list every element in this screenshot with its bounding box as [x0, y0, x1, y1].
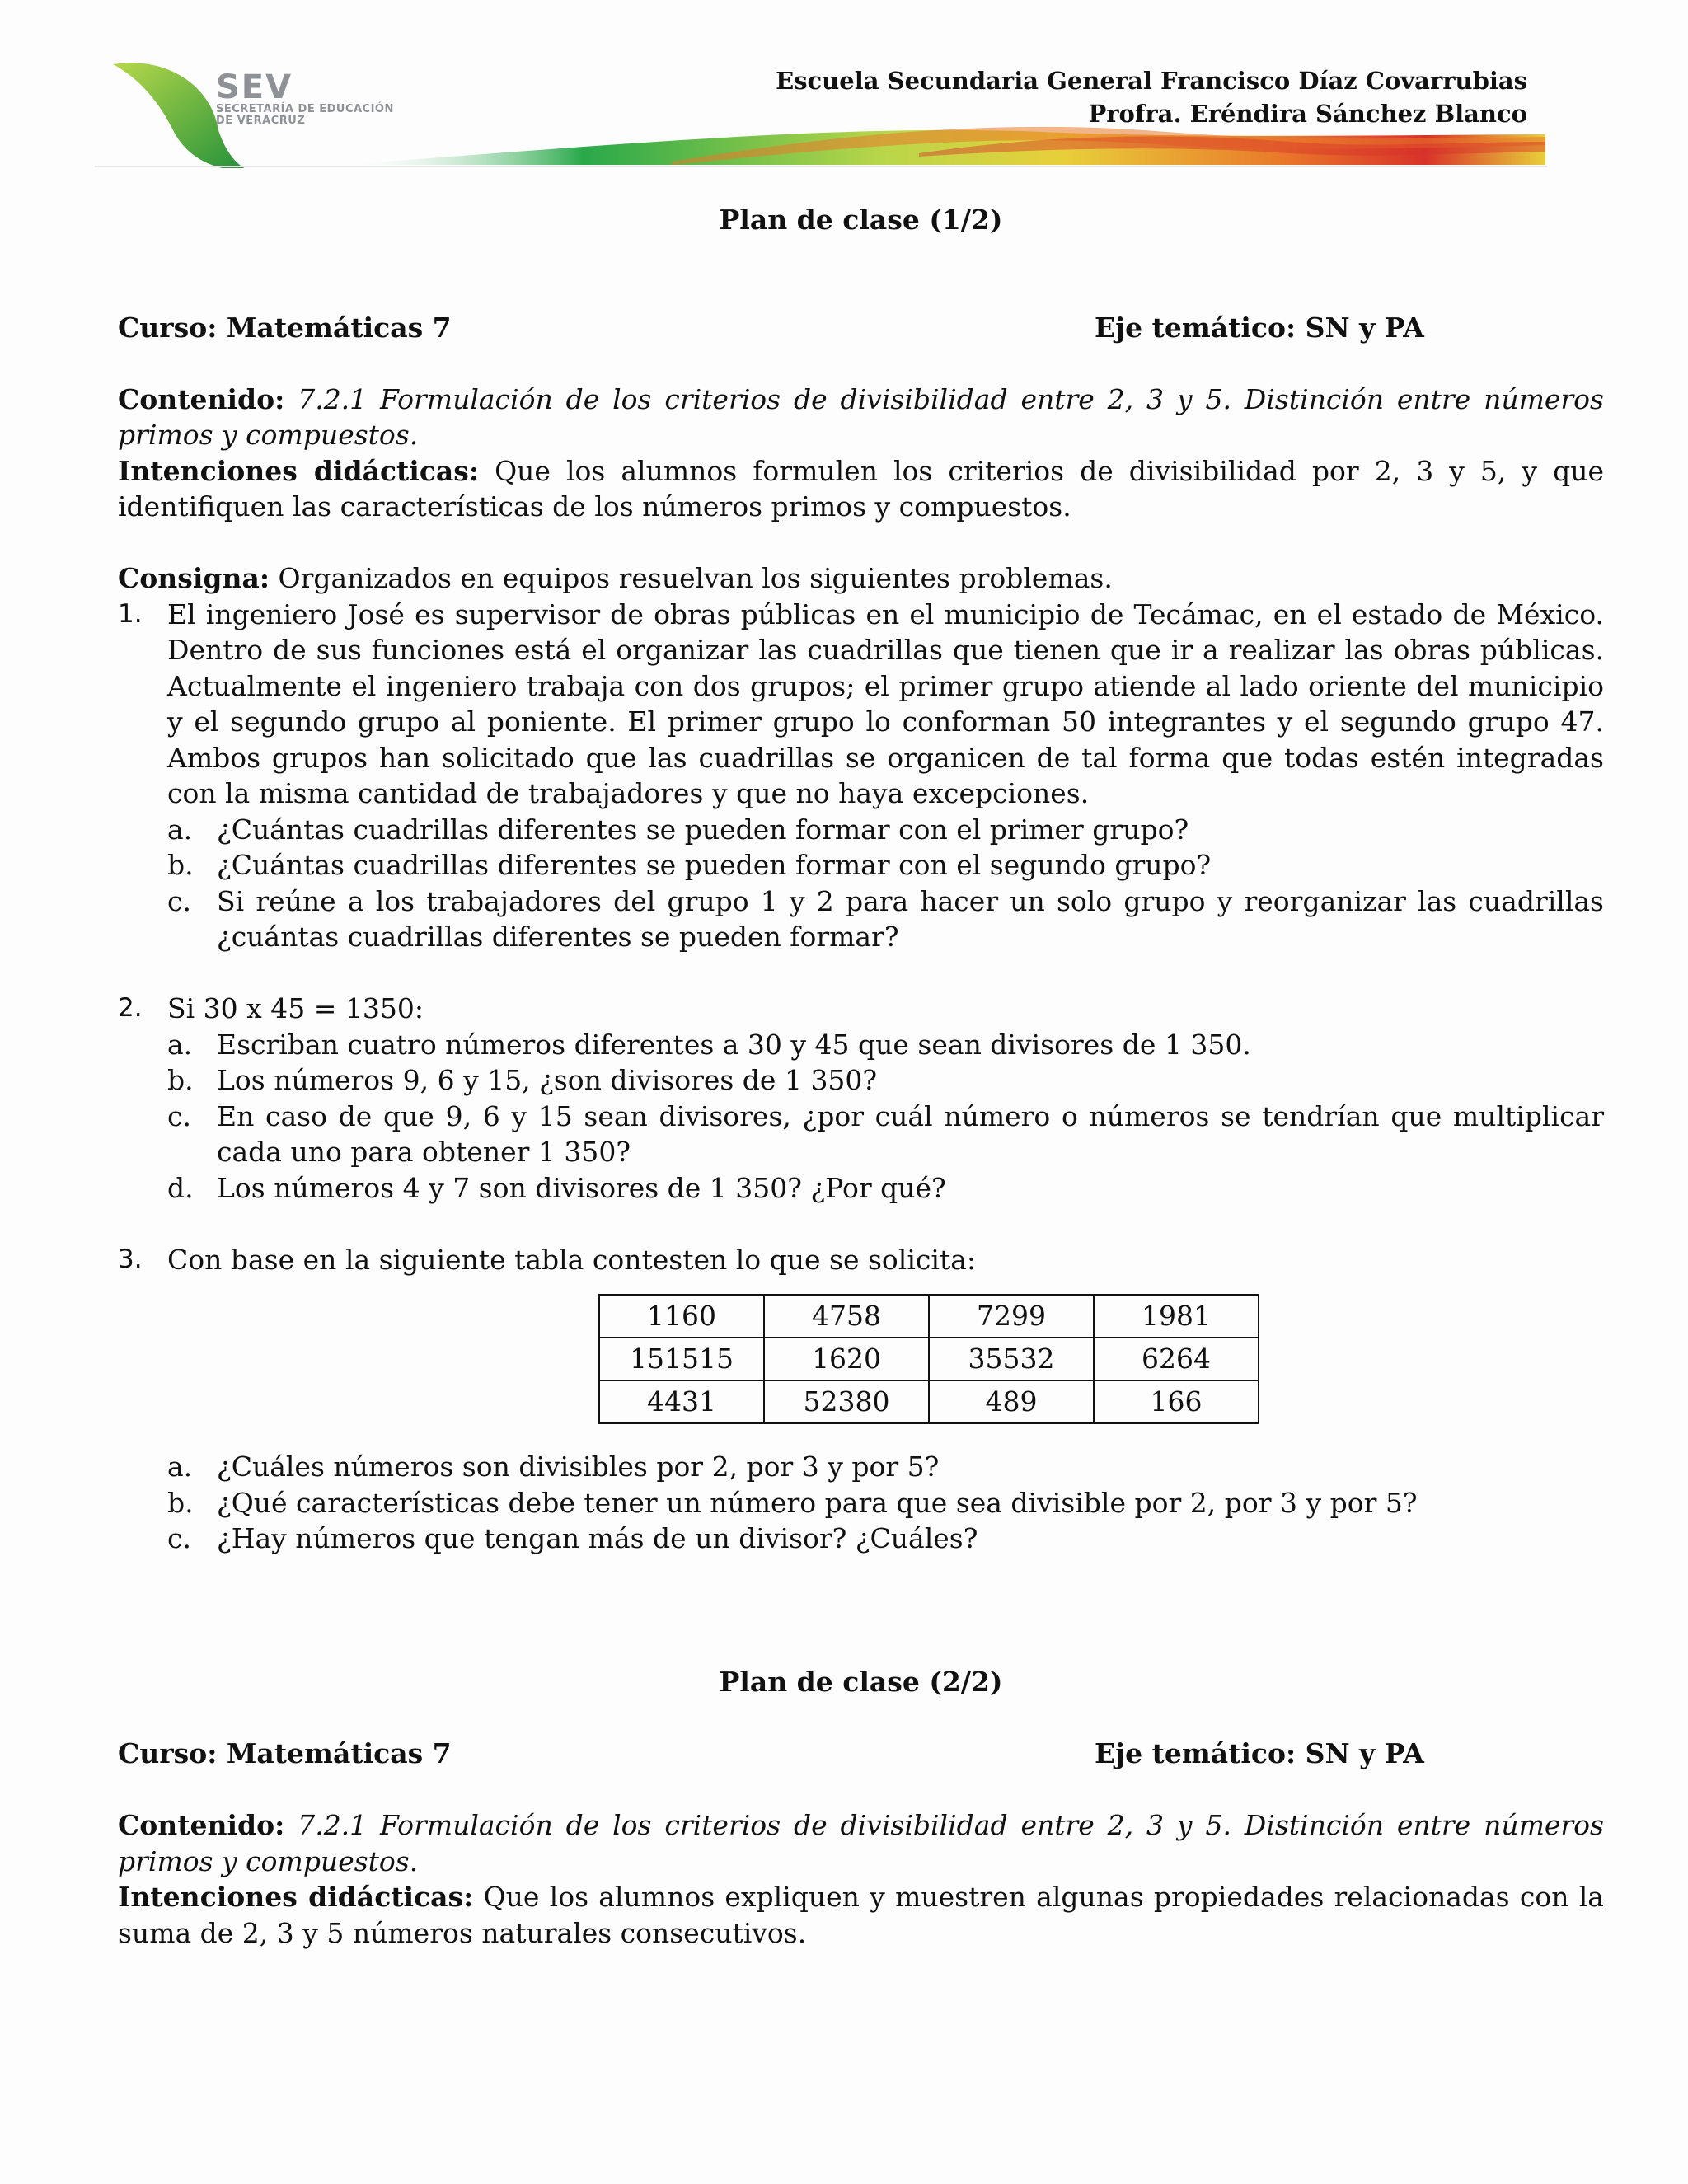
- sub-question-letter: c.: [167, 1522, 191, 1554]
- problem-text: Si 30 x 45 = 1350:: [167, 992, 424, 1024]
- teacher-name: Profra. Eréndira Sánchez Blanco: [1088, 100, 1527, 128]
- table-cell: 151515: [599, 1338, 764, 1380]
- plan1-course-row: [118, 310, 1604, 346]
- plan1-title: Plan de clase (1/2): [719, 204, 1003, 236]
- contenido-label: Contenido:: [118, 1809, 285, 1841]
- sub-question: [167, 1449, 1604, 1485]
- plan2-contenido: [118, 1807, 1604, 1879]
- table-row: [599, 1380, 1259, 1423]
- sub-question-text: Escriban cuatro números diferentes a 30 y 45 que sean divisores de 1 350.: [217, 1028, 1251, 1061]
- sub-question-letter: a.: [167, 1028, 193, 1061]
- consigna-label: Consigna:: [118, 562, 270, 594]
- sub-question-text: Si reúne a los trabajadores del grupo 1 y 2 para hacer un solo grupo y reorganizar las cuadrillas ¿cuántas cuadrillas diferentes se pueden formar?: [217, 884, 1604, 953]
- contenido-label: Contenido:: [118, 382, 285, 415]
- problem-text: El ingeniero José es supervisor de obras públicas en el municipio de Tecámac, en el estado de México. Dentro de sus funciones está el organizar las cuadrillas que tienen que ir a realizar las obras públicas. Actualmente el ingeniero trabaja con dos grupos; el primer grupo atiende al lado oriente del municipio y el segundo grupo al poniente. El primer grupo lo conforman 50 integrantes y el segundo grupo 47. Ambos grupos han solicitado que las cuadrillas se organicen de tal forma que todas estén integradas con la misma cantidad de trabajadores y que no haya excepciones.: [167, 598, 1604, 809]
- sub-question: [167, 1027, 1604, 1063]
- sub-question: [167, 1062, 1604, 1099]
- sub-question-letter: b.: [167, 1064, 194, 1096]
- sub-question: [167, 883, 1604, 955]
- intenciones-text: Que los alumnos formulen los criterios de divisibilidad por 2, 3 y 5, y que identifiquen las características de los números primos y compuestos.: [118, 454, 1604, 523]
- table-cell: 1981: [1094, 1295, 1259, 1338]
- table-cell: 1620: [764, 1338, 929, 1380]
- plan1-curso: Curso: Matemáticas 7: [118, 311, 452, 344]
- sub-question: [167, 1485, 1604, 1521]
- sub-question-text: Los números 4 y 7 son divisores de 1 350? ¿Por qué?: [217, 1171, 946, 1204]
- plan2-curso: Curso: Matemáticas 7: [118, 1737, 452, 1769]
- problem-number: 2.: [118, 993, 143, 1023]
- sub-question-letter: c.: [167, 1099, 191, 1132]
- sub-question-text: ¿Cuántas cuadrillas diferentes se pueden formar con el segundo grupo?: [217, 849, 1212, 881]
- sub-question-text: En caso de que 9, 6 y 15 sean divisores, ¿por cuál número o números se tendrían que multiplicar cada uno para obtener 1 350?: [217, 1099, 1604, 1168]
- consigna-text: Organizados en equipos resuelvan los siguientes problemas.: [278, 562, 1113, 594]
- sub-question-list: [167, 812, 1604, 955]
- plan2-intenciones: [118, 1879, 1604, 1951]
- logo-line-1: SECRETARÍA DE EDUCACIÓN: [216, 103, 394, 115]
- sub-question-letter: a.: [167, 813, 193, 846]
- problem-2: [118, 991, 1604, 1206]
- numbers-table: [598, 1294, 1259, 1424]
- sub-question-text: ¿Qué características debe tener un número para que sea divisible por 2, por 3 y por 5?: [217, 1486, 1418, 1519]
- sub-question-list: [167, 1027, 1604, 1207]
- problem-number: 3.: [118, 1244, 143, 1274]
- school-info: [776, 64, 1527, 130]
- sub-question: [167, 847, 1604, 883]
- contenido-text: 7.2.1 Formulación de los criterios de divisibilidad entre 2, 3 y 5. Distinción entre números primos y compuestos.: [118, 1809, 1604, 1877]
- logo-abbr: SEV: [216, 68, 293, 106]
- table-cell: 6264: [1094, 1338, 1259, 1380]
- plan1-eje: Eje temático: SN y PA: [1095, 311, 1424, 344]
- contenido-text: 7.2.1 Formulación de los criterios de divisibilidad entre 2, 3 y 5. Distinción entre números primos y compuestos.: [118, 382, 1604, 451]
- logo-line-2: DE VERACRUZ: [216, 115, 306, 127]
- sub-question-list-3: [167, 1449, 1604, 1557]
- sub-question-text: ¿Cuántas cuadrillas diferentes se pueden formar con el primer grupo?: [217, 813, 1189, 846]
- table-cell: 52380: [764, 1380, 929, 1423]
- problem-number: 1.: [118, 598, 143, 629]
- sub-question: [167, 812, 1604, 848]
- plan2-eje: Eje temático: SN y PA: [1095, 1737, 1424, 1769]
- sub-question-letter: b.: [167, 849, 194, 881]
- table-cell: 4758: [764, 1295, 929, 1338]
- table-cell: 4431: [599, 1380, 764, 1423]
- problem-1: [118, 597, 1604, 955]
- sub-question: [167, 1521, 1604, 1557]
- sub-question-letter: c.: [167, 884, 191, 917]
- intenciones-label: Intenciones didácticas:: [118, 454, 480, 487]
- table-row: [599, 1295, 1259, 1338]
- sub-question-text: ¿Cuáles números son divisibles por 2, por 3 y por 5?: [217, 1451, 940, 1483]
- plan1-contenido: [118, 382, 1604, 453]
- sub-question-letter: a.: [167, 1451, 193, 1483]
- sub-question-letter: d.: [167, 1171, 194, 1204]
- sub-question-text: Los números 9, 6 y 15, ¿son divisores de 1 350?: [217, 1064, 878, 1096]
- table-cell: 1160: [599, 1295, 764, 1338]
- intenciones-label: Intenciones didácticas:: [118, 1881, 474, 1913]
- table-cell: 489: [929, 1380, 1094, 1423]
- sub-question-text: ¿Hay números que tengan más de un divisor? ¿Cuáles?: [217, 1522, 978, 1554]
- table-row: [599, 1338, 1259, 1380]
- problem-3: [118, 1242, 1604, 1278]
- sev-logo: [216, 68, 394, 127]
- problem-text: Con base en la siguiente tabla contesten lo que se solicita:: [167, 1243, 976, 1276]
- document-body: [118, 202, 1604, 1951]
- table-cell: 166: [1094, 1380, 1259, 1423]
- table-cell: 7299: [929, 1295, 1094, 1338]
- table-cell: 35532: [929, 1338, 1094, 1380]
- plan2-title: Plan de clase (2/2): [719, 1666, 1003, 1698]
- plan2-course-row: [118, 1736, 1604, 1772]
- plan1-consigna: [118, 560, 1604, 597]
- sub-question: [167, 1170, 1604, 1207]
- intenciones-text: Que los alumnos expliquen y muestren algunas propiedades relacionadas con la suma de 2, 3 y 5 números naturales consecutivos.: [118, 1881, 1604, 1949]
- plan1-intenciones: [118, 453, 1604, 525]
- problem-list: [118, 597, 1604, 1278]
- sub-question-letter: b.: [167, 1486, 194, 1519]
- school-name: Escuela Secundaria General Francisco Díaz Covarrubias: [776, 67, 1527, 95]
- sub-question: [167, 1099, 1604, 1170]
